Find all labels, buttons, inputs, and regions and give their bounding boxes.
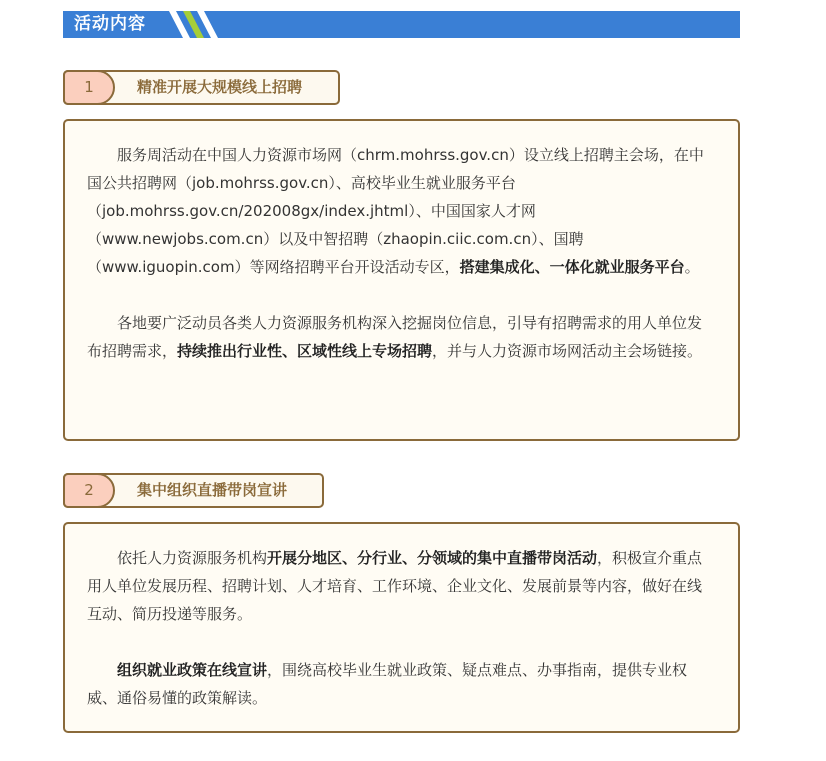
section-1-number-badge: 1 xyxy=(63,70,115,105)
section-2-heading xyxy=(63,473,324,508)
section-2-emphasis-2: 组织就业政策在线宣讲 xyxy=(117,661,268,679)
section-2-title: 集中组织直播带岗宣讲 xyxy=(137,481,288,499)
section-1-content xyxy=(63,119,740,441)
section-2-paragraph-1: 依托人力资源服务机构开展分地区、分行业、分领域的集中直播带岗活动，积极宣介重点用人单位发展历程、招聘计划、人才培育、工作环境、企业文化、发展前景等内容，做好在线互动、简历投递等服务。 xyxy=(87,549,703,623)
section-1-title: 精准开展大规模线上招聘 xyxy=(137,78,303,96)
section-header-title: 活动内容 xyxy=(74,14,146,34)
section-2-emphasis-1: 开展分地区、分行业、分领域的集中直播带岗活动 xyxy=(267,549,598,567)
section-1-emphasis-1: 搭建集成化、一体化就业服务平台 xyxy=(459,258,685,276)
section-1-paragraph-2: 各地要广泛动员各类人力资源服务机构深入挖掘岗位信息，引导有招聘需求的用人单位发布招聘需求，持续推出行业性、区域性线上专场招聘，并与人力资源市场网活动主会场链接。 xyxy=(87,314,703,360)
section-1-heading xyxy=(63,70,340,105)
section-1-emphasis-2: 持续推出行业性、区域性线上专场招聘 xyxy=(177,342,433,360)
section-1-paragraph-1: 服务周活动在中国人力资源市场网（chrm.mohrss.gov.cn）设立线上招聘主会场，在中国公共招聘网（job.mohrss.gov.cn）、高校毕业生就业服务平台（job.mohrss.gov.cn/202008gx/index.jhtml）、中国国家人才网（www.newjobs.com.cn）以及中智招聘（zhaopin.ciic.com.cn）、国聘（www.iguopin.com）等网络招聘平台开设活动专区，搭建集成化、一体化就业服务平台。 xyxy=(87,146,704,276)
section-2-paragraph-2: 组织就业政策在线宣讲，围绕高校毕业生就业政策、疑点难点、办事指南，提供专业权威、通俗易懂的政策解读。 xyxy=(87,661,688,707)
section-2-content xyxy=(63,522,740,733)
section-header-bar xyxy=(63,11,740,38)
section-2-number-badge: 2 xyxy=(63,473,115,508)
slash-stripes-decoration xyxy=(169,11,229,38)
